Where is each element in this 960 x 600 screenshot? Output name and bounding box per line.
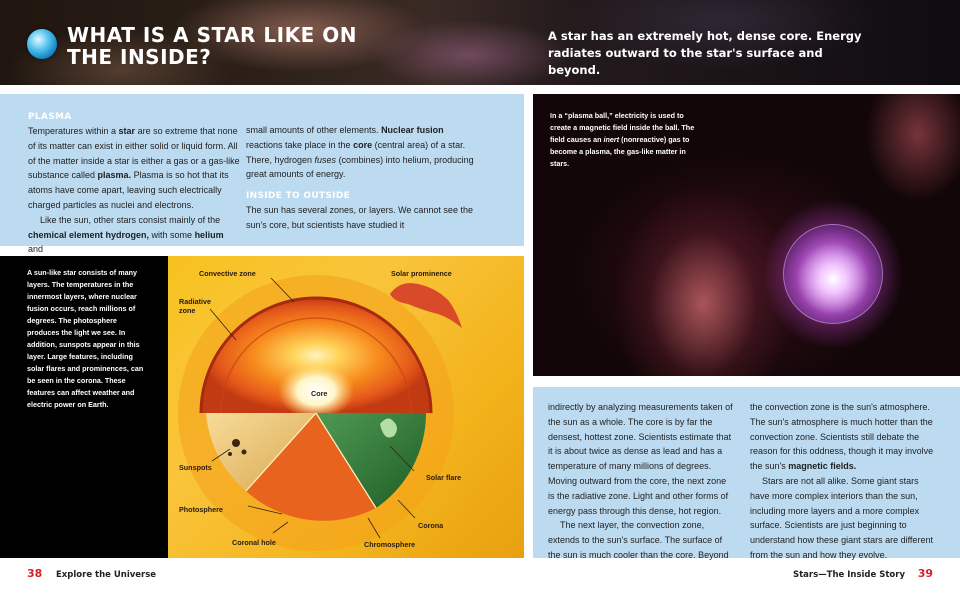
page-title: WHAT IS A STAR LIKE ON THE INSIDE? <box>67 23 357 69</box>
plasma-heading: PLASMA <box>28 112 72 122</box>
label-coronal-hole: Coronal hole <box>232 538 276 547</box>
footer-title-right: Stars—The Inside Story <box>793 570 905 580</box>
page-number-left: 38 <box>27 567 43 580</box>
page-number-right: 39 <box>917 567 933 580</box>
bottom-column-2 <box>750 400 940 563</box>
label-chromosphere: Chromosphere <box>364 540 416 549</box>
header-banner <box>0 0 960 85</box>
sun-caption-box <box>0 256 168 558</box>
sunspot-3 <box>228 452 232 456</box>
label-solar-flare: Solar flare <box>426 473 462 482</box>
label-sunspots: Sunspots <box>179 463 212 472</box>
plasma-paragraph-1: Temperatures within a star are so extreme that none of its matter can exist in either solid or liquid form. All of the matter inside a star is either a gas or a gas-like substance called plasma. Plasma is so hot that its atoms have come apart, leaving such electrically charged particles as nuclei and electrons. <box>28 126 240 210</box>
bottom-text-box <box>533 387 960 558</box>
inside-paragraph-1: The sun has several zones, or layers. We cannot see the sun's core, but scientists have studied it <box>246 205 473 230</box>
label-core: Core <box>311 389 328 398</box>
sunspot-2 <box>242 450 247 455</box>
inside-to-outside-heading: INSIDE TO OUTSIDE <box>246 191 351 202</box>
bottom-paragraph-1: indirectly by analyzing measurements taken of the sun as a whole. The core is by far the densest, hottest zone. Scientists estimate that it is about twice as dense as lead and has a temperature of many millions of degrees. Moving outward from the core, the next zone is the radiative zone. Light and other forms of energy pass through this dense, hot region. <box>548 402 733 516</box>
bottom-paragraph-4: Stars are not all alike. Some giant stars have more complex interiors than the sun, including more layers and a more complex surface. Scientists are just beginning to understand how these giant stars are different from the sun and how they evolve. <box>750 475 933 560</box>
bottom-paragraph-3: the convection zone is the sun's atmosphere. The sun's atmosphere is much hotter than the convection zone. Scientists still debate the reason for this oddness, though it may involve the sun's magnetic fields. <box>750 402 934 472</box>
photo-caption: In a “plasma ball,” electricity is used to create a magnetic field inside the ball. The field causes an inert (nonreactive) gas to become a plasma, the gas-like matter in stars. <box>550 111 695 168</box>
header-caption: A star has an extremely hot, dense core. Energy radiates outward to the star's surface and beyond. <box>548 29 862 77</box>
plasma-paragraph-2: Like the sun, other stars consist mainly of the chemical element hydrogen, with some helium and <box>28 214 224 255</box>
plasma-ball-image <box>783 224 883 324</box>
label-radiative-zone: Radiative zone <box>179 297 211 315</box>
globe-icon <box>27 29 57 59</box>
bottom-paragraph-2: The next layer, the convection zone, extends to the sun's surface. The surface of the sun is much cooler than the core. Beyond <box>548 520 729 560</box>
plasma-column-1 <box>28 110 240 257</box>
sun-diagram <box>168 256 524 558</box>
label-corona: Corona <box>418 521 444 530</box>
plasma-ball-photo <box>533 94 960 376</box>
plasma-paragraph-3: small amounts of other elements. Nuclear fusion reactions take place in the core (central area) of a star. There, hydrogen fuses (combines) into helium, producing great amounts of energy. <box>246 125 474 180</box>
label-convective-zone: Convective zone <box>199 269 256 278</box>
bottom-column-1 <box>548 400 733 563</box>
plasma-column-2 <box>246 123 474 233</box>
label-photosphere: Photosphere <box>179 505 223 514</box>
label-solar-prominence: Solar prominence <box>391 269 452 278</box>
sun-caption: A sun-like star consists of many layers. The temperatures in the innermost layers, where nuclear fusion occurs, reach millions of degrees. The photosphere produces the light we see. In addition, sunspots appear in this layer. Large features, including solar flares and prominences, can be seen in the corona. These features can affect weather and electric power on Earth. <box>27 268 144 409</box>
plasma-text-box <box>0 94 524 255</box>
sunspot-1 <box>232 439 240 447</box>
footer-title-left: Explore the Universe <box>56 570 157 580</box>
